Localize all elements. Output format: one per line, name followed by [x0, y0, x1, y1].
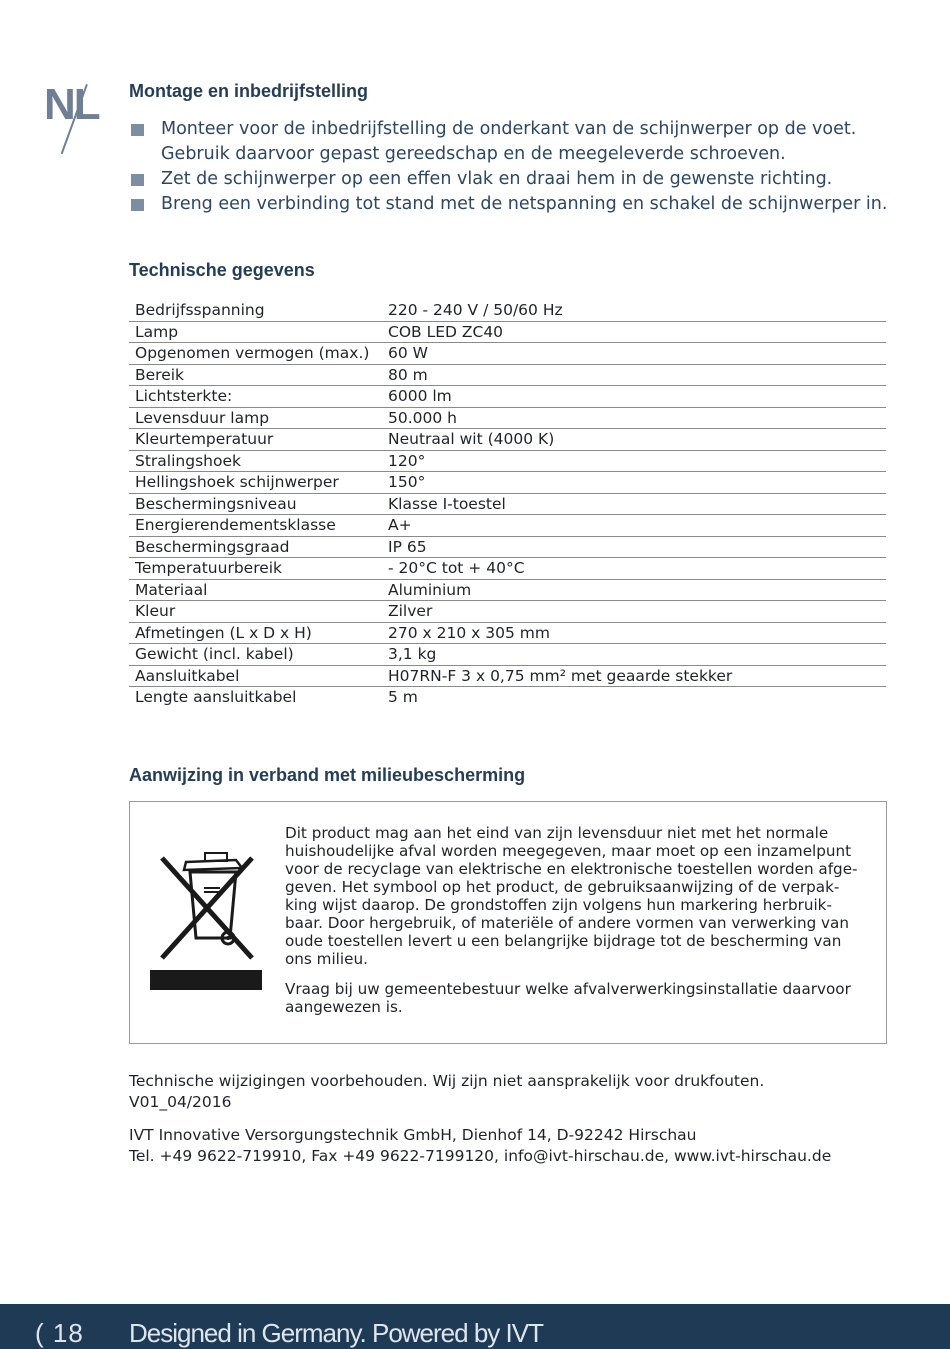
montage-heading: Montage en inbedrijfstelling	[129, 81, 369, 101]
company-block	[129, 1125, 909, 1167]
montage-step	[129, 192, 909, 217]
spec-row	[129, 493, 886, 515]
spec-value: - 20°C tot + 40°C	[382, 558, 886, 580]
language-code: NL	[44, 80, 99, 129]
spec-row	[129, 579, 886, 601]
spec-row	[129, 386, 886, 408]
spec-value: 80 m	[382, 364, 886, 386]
environment-heading: Aanwijzing in verband met milieubescherming	[129, 765, 526, 785]
spec-row	[129, 601, 886, 623]
spec-row	[129, 364, 886, 386]
spec-label: Afmetingen (L x D x H)	[129, 622, 382, 644]
environment-text	[285, 824, 875, 1028]
tech-specs-heading: Technische gegevens	[129, 260, 315, 280]
company-address: IVT Innovative Versorgungstechnik GmbH, Dienhof 14, D-92242 Hirschau	[129, 1126, 697, 1144]
spec-label: Levensduur lamp	[129, 407, 382, 429]
spec-label: Temperatuurbereik	[129, 558, 382, 580]
spec-label: Lengte aansluitkabel	[135, 688, 297, 707]
tech-specs-table	[129, 300, 886, 708]
company-contact: Tel. +49 9622-719910, Fax +49 9622-7199120, info@ivt-hirschau.de, www.ivt-hirschau.de	[129, 1147, 832, 1165]
environment-text-line: Dit product mag aan het eind van zijn levensduur niet met het normale	[285, 824, 829, 842]
montage-step-text: Breng een verbinding tot stand met de netspanning en schakel de schijnwerper in.	[161, 194, 888, 214]
spec-value: 270 x 210 x 305 mm	[382, 622, 886, 644]
spec-row	[129, 558, 886, 580]
spec-value: 50.000 h	[382, 407, 886, 429]
spec-label: Materiaal	[129, 579, 382, 601]
spec-value: COB LED ZC40	[382, 321, 886, 343]
spec-value: 220 - 240 V / 50/60 Hz	[382, 300, 886, 321]
environment-text-line: oude toestellen levert u een belangrijke bijdrage tot de bescherming van	[285, 932, 842, 950]
version-text: V01_04/2016	[129, 1093, 232, 1111]
spec-row	[129, 644, 886, 666]
spec-row	[129, 515, 886, 537]
spec-row	[129, 321, 886, 343]
bullet-square-icon	[131, 199, 144, 211]
montage-step-text: Monteer voor de inbedrijfstelling de onderkant van de schijnwerper op de voet.	[161, 119, 857, 139]
environment-text-line: huishoudelijke afval worden meegegeven, maar moet op een inzamelpunt	[285, 842, 852, 860]
spec-value: 5 m	[388, 688, 418, 707]
spec-value: 150°	[382, 472, 886, 494]
spec-label: Bereik	[129, 364, 382, 386]
environment-text-line: ons milieu.	[285, 950, 368, 968]
environment-paragraph-1	[285, 824, 875, 968]
spec-value: Zilver	[382, 601, 886, 623]
environment-text-line: voor de recyclage van elektrische en elektronische toestellen worden afge-	[285, 860, 858, 878]
spec-value: IP 65	[382, 536, 886, 558]
spec-label: Lamp	[129, 321, 382, 343]
environment-paragraph-2	[285, 980, 875, 1016]
page-number: ( 18	[35, 1318, 84, 1348]
spec-label: Gewicht (incl. kabel)	[129, 644, 382, 666]
spec-row	[129, 665, 886, 687]
footer-notes	[129, 1071, 909, 1179]
montage-step-text: Zet de schijnwerper op een effen vlak en draai hem in de gewenste richting.	[161, 169, 833, 189]
disclaimer-block	[129, 1071, 909, 1113]
disclaimer-text: Technische wijzigingen voorbehouden. Wij zijn niet aansprakelijk voor drukfouten.	[129, 1072, 765, 1090]
bullet-square-icon	[131, 124, 144, 136]
environment-text-line: aangewezen is.	[285, 998, 403, 1016]
spec-row	[129, 407, 886, 429]
spec-label: Beschermingsniveau	[129, 493, 382, 515]
spec-value: 3,1 kg	[382, 644, 886, 666]
spec-label: Aansluitkabel	[129, 665, 382, 687]
montage-step	[129, 117, 909, 167]
spec-row	[129, 450, 886, 472]
environment-text-line: Vraag bij uw gemeentebestuur welke afvalverwerkingsinstallatie daarvoor	[285, 980, 851, 998]
spec-value: Aluminium	[382, 579, 886, 601]
environment-notice-box	[129, 801, 887, 1044]
spec-row	[129, 687, 886, 708]
environment-text-line: geven. Het symbool op het product, de gebruiksaanwijzing of de verpak-	[285, 878, 840, 896]
spec-label: Energierendementsklasse	[129, 515, 382, 537]
spec-label: Beschermingsgraad	[129, 536, 382, 558]
spec-label: Kleurtemperatuur	[129, 429, 382, 451]
spec-value: A+	[382, 515, 886, 537]
spec-row	[129, 622, 886, 644]
spec-value: 6000 lm	[382, 386, 886, 408]
spec-value: Neutraal wit (4000 K)	[382, 429, 886, 451]
bullet-square-icon	[131, 174, 144, 186]
spec-label: Bedrijfsspanning	[129, 300, 382, 321]
spec-row	[129, 472, 886, 494]
spec-value: Klasse I-toestel	[382, 493, 886, 515]
tagline: Designed in Germany. Powered by IVT	[129, 1318, 543, 1348]
montage-step-text: Gebruik daarvoor gepast gereedschap en de meegeleverde schroeven.	[161, 144, 786, 164]
crossed-out-wheelie-bin-icon	[150, 850, 264, 992]
spec-label: Hellingshoek schijnwerper	[129, 472, 382, 494]
environment-text-line: king wijst daarop. De grondstoffen zijn volgens hun markering herbruik-	[285, 896, 832, 914]
spec-row	[129, 536, 886, 558]
montage-steps-list	[129, 117, 909, 217]
environment-text-line: baar. Door hergebruik, of materiële of andere vormen van verwerking van	[285, 914, 849, 932]
spec-label: Kleur	[129, 601, 382, 623]
spec-row	[129, 343, 886, 365]
bottom-bar	[0, 1304, 950, 1349]
spec-row	[129, 300, 886, 321]
montage-step	[129, 167, 909, 192]
spec-label: Stralingshoek	[129, 450, 382, 472]
spec-label: Lichtsterkte:	[129, 386, 382, 408]
spec-row	[129, 429, 886, 451]
spec-value: 60 W	[382, 343, 886, 365]
spec-label: Opgenomen vermogen (max.)	[129, 343, 382, 365]
spec-value: 120°	[382, 450, 886, 472]
spec-value: H07RN-F 3 x 0,75 mm² met geaarde stekker	[382, 665, 886, 687]
